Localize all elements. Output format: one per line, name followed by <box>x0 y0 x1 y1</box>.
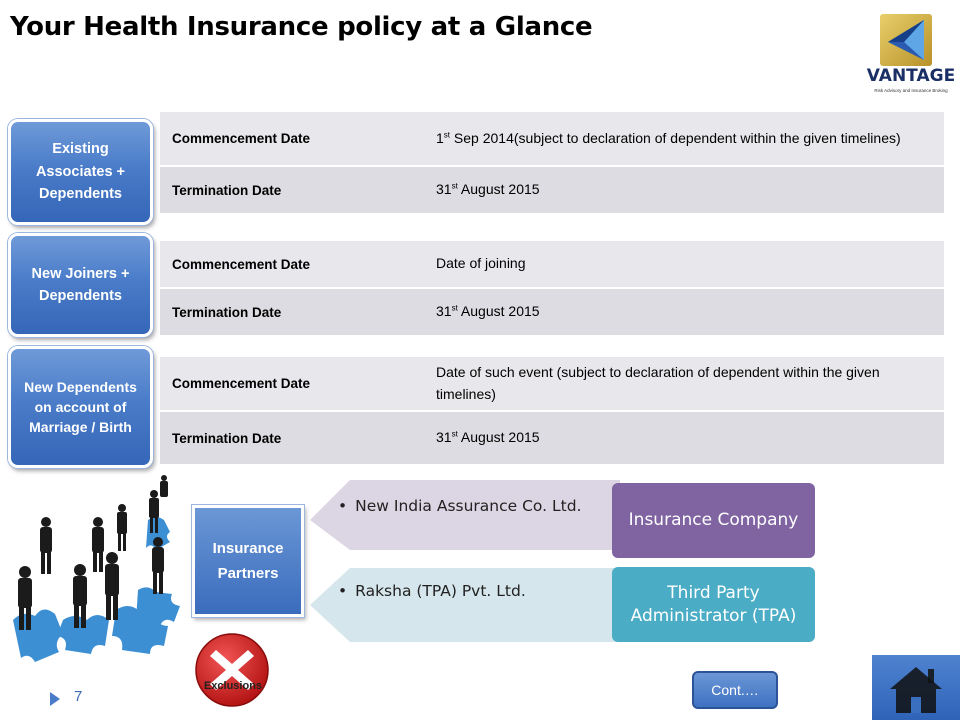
row-label: Termination Date <box>160 411 424 465</box>
home-button[interactable] <box>872 655 960 720</box>
page-number: 7 <box>74 688 83 705</box>
business-people-illustration <box>8 470 183 665</box>
tpa-name: • Raksha (TPA) Pvt. Ltd. <box>338 582 526 600</box>
table-row <box>160 241 944 288</box>
group-label-new-joiners[interactable]: New Joiners + Dependents <box>8 233 153 337</box>
tpa-category-label: Third Party Administrator (TPA) <box>612 567 815 642</box>
table-row <box>160 411 944 465</box>
insurer-name: • New India Assurance Co. Ltd. <box>338 497 581 515</box>
row-value: Date of joining <box>424 241 944 288</box>
continue-button[interactable]: Cont.… <box>692 671 778 709</box>
table-row <box>160 288 944 336</box>
logo-text: VANTAGE <box>866 66 956 86</box>
row-label: Commencement Date <box>160 112 424 166</box>
row-value: 31st August 2015 <box>424 166 944 214</box>
exclusions-x-icon[interactable] <box>194 632 270 708</box>
page-title: Your Health Insurance policy at a Glance <box>10 12 593 42</box>
table-row <box>160 112 944 166</box>
row-value: Date of such event (subject to declaration of dependent within the given timelines) <box>424 357 944 411</box>
row-label: Commencement Date <box>160 241 424 288</box>
logo-mark-icon <box>880 14 932 66</box>
vantage-logo <box>866 10 956 100</box>
home-icon <box>872 655 960 720</box>
row-label: Termination Date <box>160 166 424 214</box>
table-row <box>160 166 944 214</box>
insurance-partners-box: Insurance Partners <box>192 505 304 617</box>
table-row <box>160 357 944 411</box>
page-arrow-icon <box>48 690 62 708</box>
logo-subtext: Risk Advisory and Insurance Broking <box>874 88 948 93</box>
group-label-existing-associates[interactable]: Existing Associates + Dependents <box>8 119 153 225</box>
policy-dates-table-new-joiners <box>160 241 944 337</box>
policy-dates-table-existing <box>160 112 944 215</box>
row-value: 31st August 2015 <box>424 411 944 465</box>
row-value: 1st Sep 2014(subject to declaration of dependent within the given timelines) <box>424 112 944 166</box>
row-label: Termination Date <box>160 288 424 336</box>
policy-dates-table-new-dependents <box>160 357 944 466</box>
exclusions-label[interactable]: Exclusions <box>203 680 263 692</box>
insurance-company-label: Insurance Company <box>612 483 815 558</box>
row-label: Commencement Date <box>160 357 424 411</box>
row-value: 31st August 2015 <box>424 288 944 336</box>
group-label-new-dependents[interactable]: New Dependents on account of Marriage / Birth <box>8 346 153 468</box>
